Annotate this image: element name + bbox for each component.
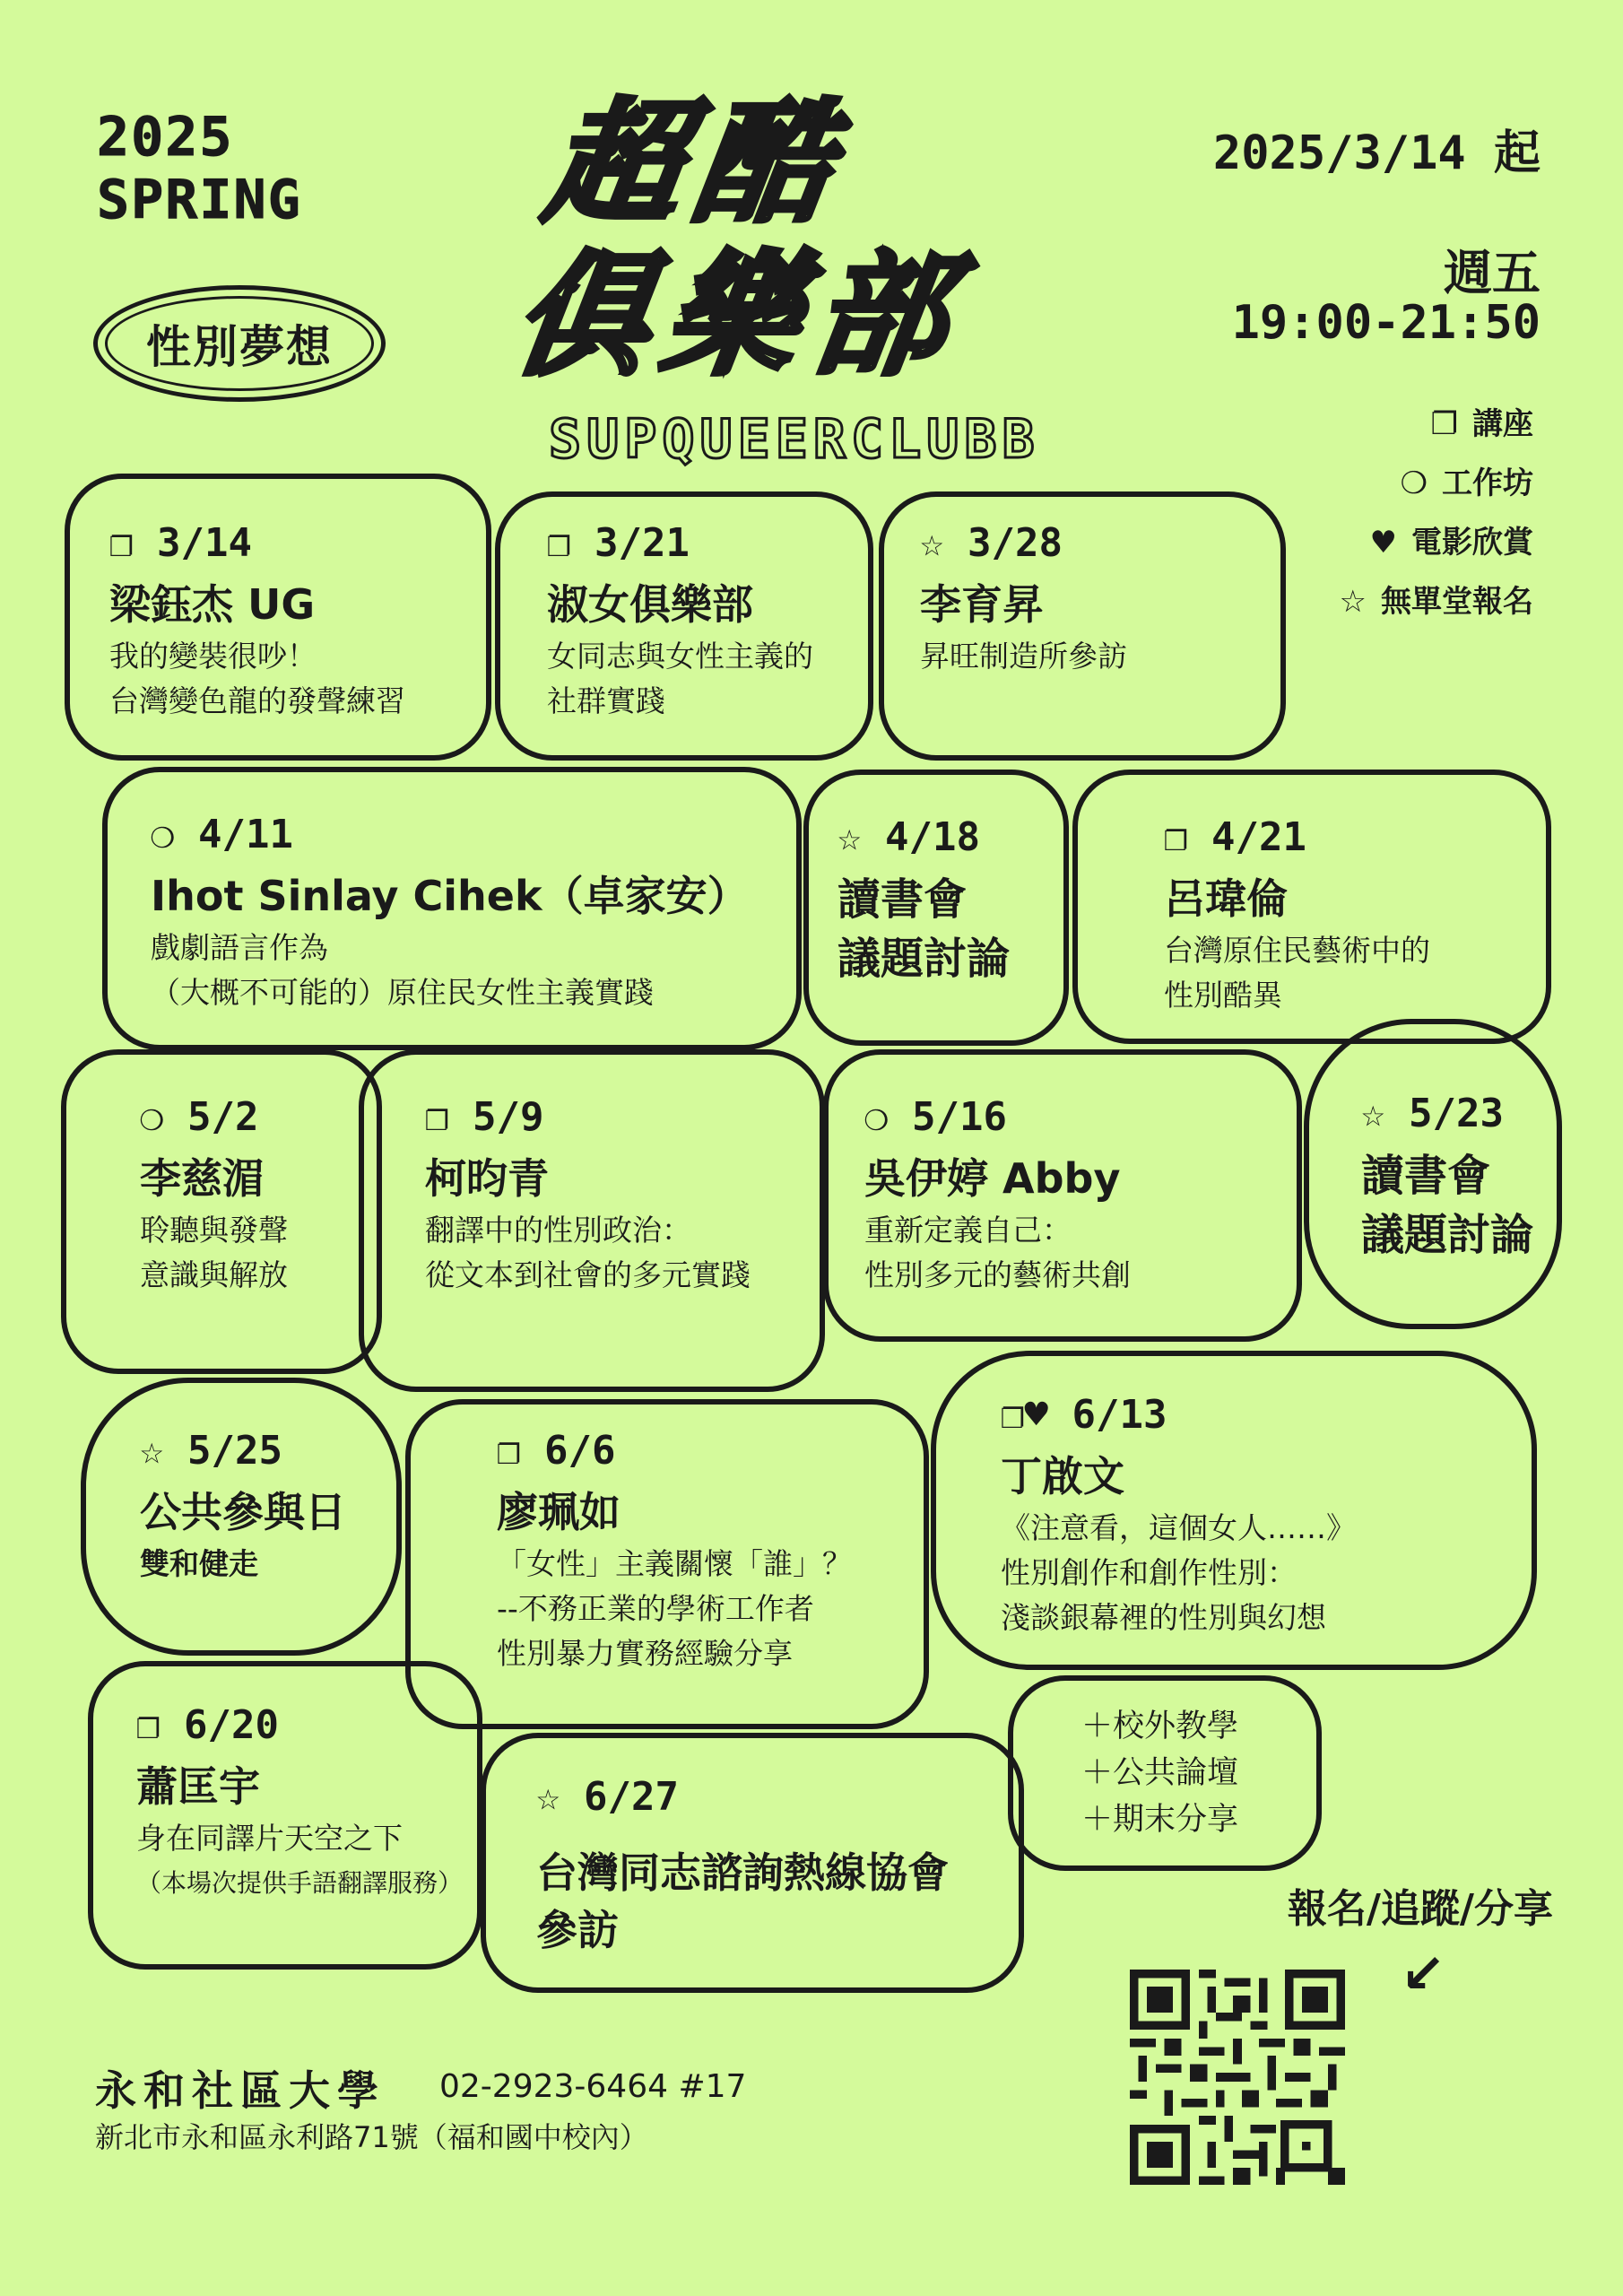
session-card bbox=[102, 767, 802, 1050]
session-topic: 雙和健走 bbox=[140, 1546, 258, 1581]
session-card bbox=[481, 1733, 1024, 1993]
session-card bbox=[1072, 770, 1551, 1044]
session-topic: 昇旺制造所參訪 bbox=[920, 639, 1127, 674]
legend-item-workshop bbox=[1340, 454, 1533, 513]
session-card bbox=[81, 1378, 402, 1656]
session-card bbox=[931, 1351, 1537, 1670]
org-phone: 02-2923-6464 #17 bbox=[439, 2068, 747, 2105]
qr-code[interactable] bbox=[1130, 1970, 1345, 2185]
session-card bbox=[823, 1049, 1302, 1342]
org-name: 永和社區大學 bbox=[95, 2066, 386, 2115]
session-name: 丁啟文 bbox=[1001, 1452, 1124, 1500]
session-date: ☆ 6/27 bbox=[536, 1774, 679, 1820]
session-name: 淑女俱樂部 bbox=[547, 580, 753, 629]
session-topic: 議題討論 bbox=[1361, 1210, 1534, 1260]
session-topic: 社群實踐 bbox=[547, 683, 665, 718]
lecture-icon: ❐ bbox=[1430, 406, 1458, 442]
session-card bbox=[88, 1661, 482, 1970]
session-name: 讀書會 bbox=[1361, 1151, 1491, 1201]
arrow-down-left-icon: ↙ bbox=[1401, 1943, 1446, 2005]
session-topic: 性別暴力實務經驗分享 bbox=[497, 1636, 793, 1671]
title-line-1: 超酷 bbox=[537, 84, 858, 240]
session-topic: --不務正業的學術工作者 bbox=[497, 1591, 814, 1626]
session-topic: 台灣原住民藝術中的 bbox=[1164, 933, 1430, 968]
session-date: ❐ 6/6 bbox=[497, 1428, 616, 1474]
session-topic: 戲劇語言作為 bbox=[151, 930, 328, 965]
session-topic: 淺談銀幕裡的性別與幻想 bbox=[1001, 1600, 1326, 1635]
time-range: 19:00-21:50 bbox=[1231, 296, 1541, 350]
session-date: ❐♥ 6/13 bbox=[1001, 1392, 1167, 1438]
session-date: ☆ 5/25 bbox=[140, 1428, 282, 1474]
session-topic: 台灣變色龍的發聲練習 bbox=[109, 683, 405, 718]
session-date: ❐ 3/14 bbox=[109, 520, 252, 566]
extra-item: ＋公共論壇 bbox=[1081, 1755, 1239, 1791]
year-text: 2025 bbox=[97, 106, 234, 169]
session-card bbox=[495, 491, 873, 761]
session-date: ❐ 6/20 bbox=[136, 1702, 279, 1748]
session-topic: 從文本到社會的多元實踐 bbox=[425, 1257, 751, 1292]
weekday: 週五 bbox=[1444, 245, 1541, 301]
session-card bbox=[879, 491, 1286, 761]
workshop-icon: ❍ bbox=[1400, 465, 1428, 501]
session-date: ❍ 5/16 bbox=[864, 1094, 1007, 1140]
session-topic: 「女性」主義關懷「誰」？ bbox=[497, 1546, 852, 1581]
star-icon: ☆ bbox=[1339, 584, 1367, 620]
session-card bbox=[65, 474, 491, 761]
session-card bbox=[405, 1399, 929, 1729]
heart-icon: ♥ bbox=[1369, 525, 1397, 561]
session-name: 李慈湄 bbox=[140, 1154, 264, 1203]
session-date: ☆ 5/23 bbox=[1361, 1091, 1504, 1136]
session-date: ❍ 5/2 bbox=[140, 1094, 259, 1140]
session-name: 李育昇 bbox=[920, 580, 1044, 629]
session-topic: 意識與解放 bbox=[140, 1257, 288, 1292]
session-topic: 參訪 bbox=[536, 1906, 619, 1954]
session-date: ❐ 5/9 bbox=[425, 1094, 544, 1140]
session-name: 讀書會 bbox=[838, 874, 968, 925]
theme-badge bbox=[93, 285, 386, 402]
session-date: ☆ 3/28 bbox=[920, 520, 1063, 566]
session-date: ☆ 4/18 bbox=[838, 814, 980, 860]
session-name: Ihot Sinlay Cihek（卓家安） bbox=[151, 872, 749, 920]
legend-item-open bbox=[1340, 572, 1533, 631]
session-topic: 性別酷異 bbox=[1164, 978, 1282, 1013]
session-topic: 聆聽與發聲 bbox=[140, 1213, 288, 1248]
org-address: 新北市永和區永利路71號（福和國中校內） bbox=[95, 2120, 648, 2154]
session-card bbox=[803, 770, 1069, 1046]
season-text: SPRING bbox=[97, 169, 302, 231]
session-card bbox=[359, 1049, 825, 1392]
start-date: 2025/3/14 起 bbox=[1212, 126, 1541, 180]
session-topic: 身在同譯片天空之下 bbox=[136, 1821, 403, 1856]
session-card bbox=[61, 1049, 382, 1374]
session-topic: 議題討論 bbox=[838, 934, 1011, 984]
extra-item: ＋期末分享 bbox=[1081, 1802, 1239, 1838]
title-line-2: 俱樂部 bbox=[505, 237, 975, 393]
legend bbox=[1340, 395, 1533, 631]
main-title bbox=[505, 84, 995, 393]
session-name: 廖珮如 bbox=[497, 1488, 621, 1536]
session-name: 呂瑋倫 bbox=[1164, 874, 1288, 923]
title-english: SUPQUEERCLUBB bbox=[549, 408, 1040, 471]
session-name: 梁鈺杰 UG bbox=[109, 580, 316, 629]
legend-label: 講座 bbox=[1472, 406, 1533, 442]
session-name: 柯昀青 bbox=[425, 1154, 549, 1203]
session-topic: 我的變裝很吵！ bbox=[109, 639, 317, 674]
share-text: 報名/追蹤/分享 bbox=[1287, 1886, 1553, 1932]
session-topic: 女同志與女性主義的 bbox=[547, 639, 813, 674]
legend-item-lecture bbox=[1340, 395, 1533, 454]
session-note: （本場次提供手語翻譯服務） bbox=[136, 1868, 464, 1898]
session-date: ❐ 3/21 bbox=[547, 520, 690, 566]
extra-item: ＋校外教學 bbox=[1081, 1709, 1239, 1744]
session-date: ❍ 4/11 bbox=[151, 812, 293, 857]
legend-label: 工作坊 bbox=[1442, 465, 1533, 501]
session-name: 公共參與日 bbox=[140, 1488, 346, 1536]
session-topic: 翻譯中的性別政治： bbox=[425, 1213, 691, 1248]
legend-label: 無單堂報名 bbox=[1381, 584, 1533, 620]
session-name: 吳伊婷 Abby bbox=[864, 1154, 1121, 1203]
year-season bbox=[97, 106, 302, 231]
session-topic: 《注意看，這個女人……》 bbox=[1001, 1510, 1356, 1545]
session-topic: 性別多元的藝術共創 bbox=[864, 1257, 1131, 1292]
legend-label: 電影欣賞 bbox=[1411, 525, 1533, 561]
session-date: ❐ 4/21 bbox=[1164, 814, 1306, 860]
session-topic: （大概不可能的）原住民女性主義實踐 bbox=[151, 975, 654, 1010]
session-topic: 重新定義自己： bbox=[864, 1213, 1072, 1248]
session-name: 台灣同志諮詢熱線協會 bbox=[536, 1848, 949, 1897]
theme-text: 性別夢想 bbox=[146, 321, 333, 373]
extras-card bbox=[1008, 1675, 1322, 1871]
session-card bbox=[1304, 1019, 1562, 1329]
session-topic: 性別創作和創作性別： bbox=[1001, 1555, 1297, 1590]
session-name: 蕭匡宇 bbox=[136, 1762, 260, 1811]
legend-item-film bbox=[1340, 513, 1533, 572]
